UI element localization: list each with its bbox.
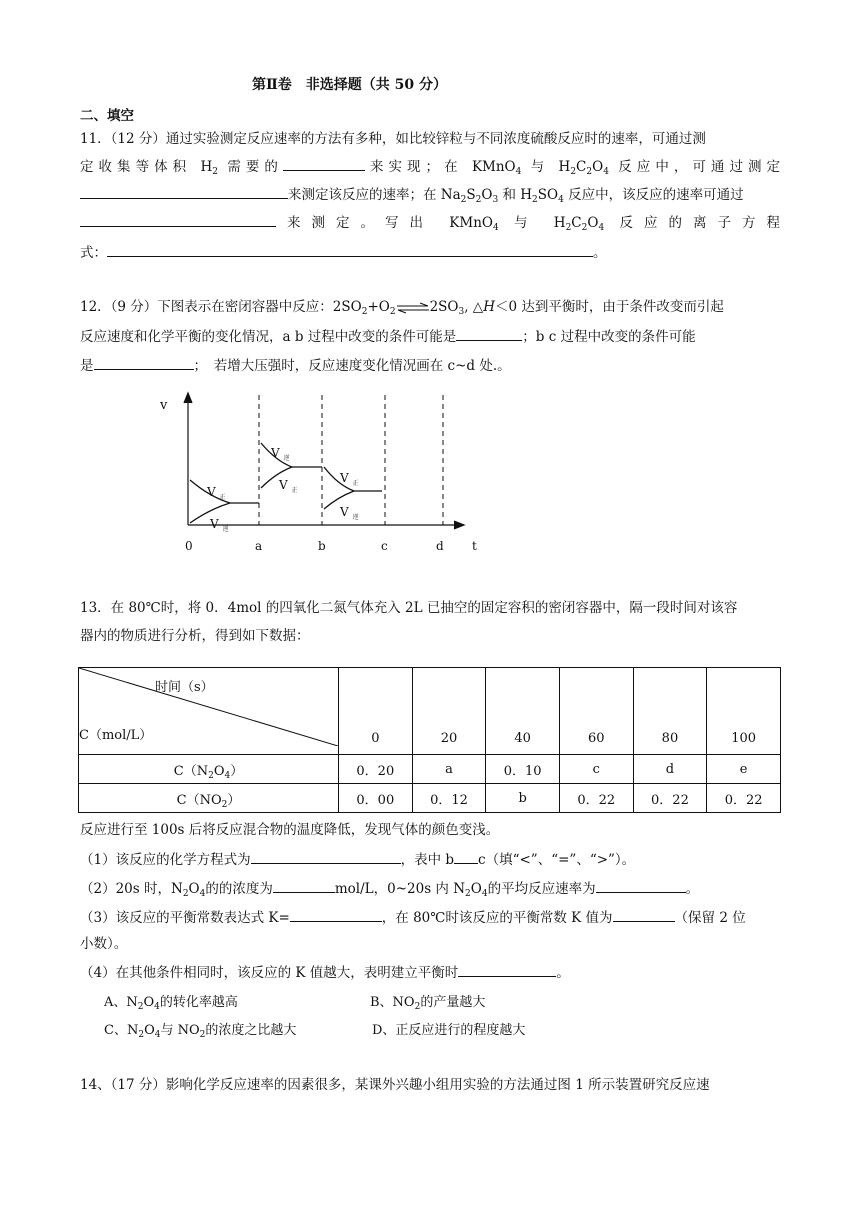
q13-blank6[interactable]	[613, 907, 675, 922]
table-cell: 0．00	[339, 784, 413, 813]
q13-blank2[interactable]	[454, 849, 478, 864]
table-cell: 0．10	[486, 755, 560, 784]
q11-line5: 式： 。	[80, 242, 780, 263]
curve-label-v-reverse-2: V $_逆$	[271, 446, 290, 462]
tick-label-b: b	[318, 539, 326, 550]
time-header-cell: 60	[559, 668, 633, 755]
x-axis-label: t	[472, 539, 477, 550]
q13-sub3: （3）该反应的平衡常数表达式 K= ，在 80℃时该反应的平衡常数 K 值为 （保留 2 位	[80, 907, 780, 928]
q13-blank7[interactable]	[458, 962, 556, 977]
tick-label-c: c	[381, 539, 388, 550]
curve-label-v-forward-3: V $_正$	[340, 471, 359, 487]
q13-blank1[interactable]	[251, 849, 401, 864]
time-header-cell: 80	[633, 668, 707, 755]
corner-conc-label: C（mol/L）	[79, 728, 153, 743]
q11-line3: 来测定该反应的速率；在 $Na_2S_2O_3$ 和 $H_2SO_4$ 反应中，该反应的速率可通过	[80, 184, 780, 205]
part-heading: 二、填空	[80, 108, 134, 124]
data-table	[78, 667, 781, 813]
q13-sub3-cont: 小数）。	[80, 936, 128, 952]
q11-line2: 定收集等体积 $H_2$ 需要的 来实现；在 KMnO$_4$ 与 $H_2C_2O_4$ 反应中，可通过测定	[80, 156, 780, 177]
q13-blank3[interactable]	[273, 878, 335, 893]
q13-blank4[interactable]	[596, 878, 686, 893]
q13-after-text: 反应进行至 100s 后将反应混合物的温度降低，发现气体的颜色变浅。	[80, 822, 500, 838]
x-axis-arrow-icon	[454, 521, 464, 529]
q11-blank4[interactable]	[107, 242, 593, 257]
curve-label-v-reverse-3: V $_逆$	[340, 505, 359, 521]
q12-line2: 反应速度和化学平衡的变化情况，a b 过程中改变的条件可能是 ；b c 过程中改变的条件可能	[80, 326, 780, 347]
q11-blank2[interactable]	[80, 184, 288, 199]
table-cell: b	[486, 784, 560, 813]
q12-line1: 12．（9 分）下图表示在密闭容器中反应：$2SO_2+O_2$ $2SO_3$, △H＜0 达到平衡时，由于条件改变而引起	[80, 299, 724, 317]
row-label-no2: $C(NO_2)$	[79, 784, 339, 813]
curve-label-v-forward-1: V $_正$	[207, 485, 226, 501]
q11-line1: 11．（12 分）通过实验测定反应速率的方法有多种，如比较锌粒与不同浓度硫酸反应时的速率，可通过测	[80, 131, 706, 147]
rate-graph	[150, 385, 490, 550]
table-cell: c	[559, 755, 633, 784]
time-header-cell: 20	[412, 668, 486, 755]
q13-option-a: A、$N_2O_4$的转化率越高	[104, 995, 238, 1012]
q13-sub4: （4）在其他条件相同时，该反应的 K 值越大，表明建立平衡时 。	[80, 962, 780, 983]
table-cell: 0．22	[707, 784, 781, 813]
equilibrium-arrow-icon	[396, 302, 430, 314]
q14-line1: 14、（17 分）影响化学反应速率的因素很多，某课外兴趣小组用实验的方法通过图 1 所示装置研究反应速	[80, 1077, 710, 1093]
table-cell: a	[412, 755, 486, 784]
corner-time-label: 时间（s）	[155, 680, 214, 695]
q13-option-b: B、$NO_2$的产量越大	[370, 995, 486, 1012]
q13-sub2: （2）20s 时，$N_2O_4$的的浓度为 mol/L，0~20s 内 $N_2O_4$的平均反应速率为 。	[80, 878, 780, 899]
y-axis-arrow-icon	[184, 393, 192, 403]
y-axis-label: v	[160, 398, 168, 413]
table-cell: d	[633, 755, 707, 784]
q12-blank1[interactable]	[456, 326, 522, 341]
q13-option-c: C、$N_2O_4$与 $NO_2$的浓度之比越大	[104, 1023, 297, 1040]
q12-line3: 是 ； 若增大压强时，反应速度变化情况画在 c~d 处.。	[80, 355, 780, 376]
q11-blank3[interactable]	[80, 212, 276, 227]
table-row	[79, 755, 781, 784]
curve-bc-reverse	[324, 491, 354, 509]
q13-blank5[interactable]	[290, 907, 382, 922]
time-header-cell: 40	[486, 668, 560, 755]
table-cell: 0．22	[559, 784, 633, 813]
tick-label-a: a	[255, 539, 263, 550]
q12-blank2[interactable]	[94, 355, 194, 370]
table-cell: 0．12	[412, 784, 486, 813]
tick-label-0: 0	[185, 539, 193, 550]
table-header-row	[79, 668, 781, 755]
row-label-n2o4: $C(N_2O_4)$	[79, 755, 339, 784]
q11-line4: 来测定。写出 KMnO$_4$ 与 $H_2C_2O_4$ 反应的离子方程	[80, 212, 780, 233]
time-header-cell: 100	[707, 668, 781, 755]
table-cell: e	[707, 755, 781, 784]
curve-label-v-forward-2: V $_正$	[279, 478, 298, 494]
table-corner-cell	[79, 668, 339, 755]
q13-sub1: （1）该反应的化学方程式为 ，表中 b c（填“<”、“=”、“>”）。	[80, 849, 780, 870]
curve-bc-forward	[324, 467, 382, 491]
curve-label-v-reverse-1: V $_逆$	[210, 517, 229, 533]
q11-blank1[interactable]	[283, 156, 365, 171]
time-header-cell: 0	[339, 668, 413, 755]
q13-option-d: D、正反应进行的程度越大	[372, 1023, 526, 1038]
table-row	[79, 784, 781, 813]
q13-line1: 13．在 80℃时，将 0．4mol 的四氧化二氮气体充入 2L 已抽空的固定容积的密闭容器中，隔一段时间对该容	[80, 600, 738, 616]
table-cell: 0．22	[633, 784, 707, 813]
table-cell: 0．20	[339, 755, 413, 784]
section-title: 第Ⅱ卷 非选择题（共 50 分）	[252, 77, 448, 93]
q13-line2: 器内的物质进行分析，得到如下数据：	[80, 628, 310, 644]
tick-label-d: d	[436, 539, 444, 550]
